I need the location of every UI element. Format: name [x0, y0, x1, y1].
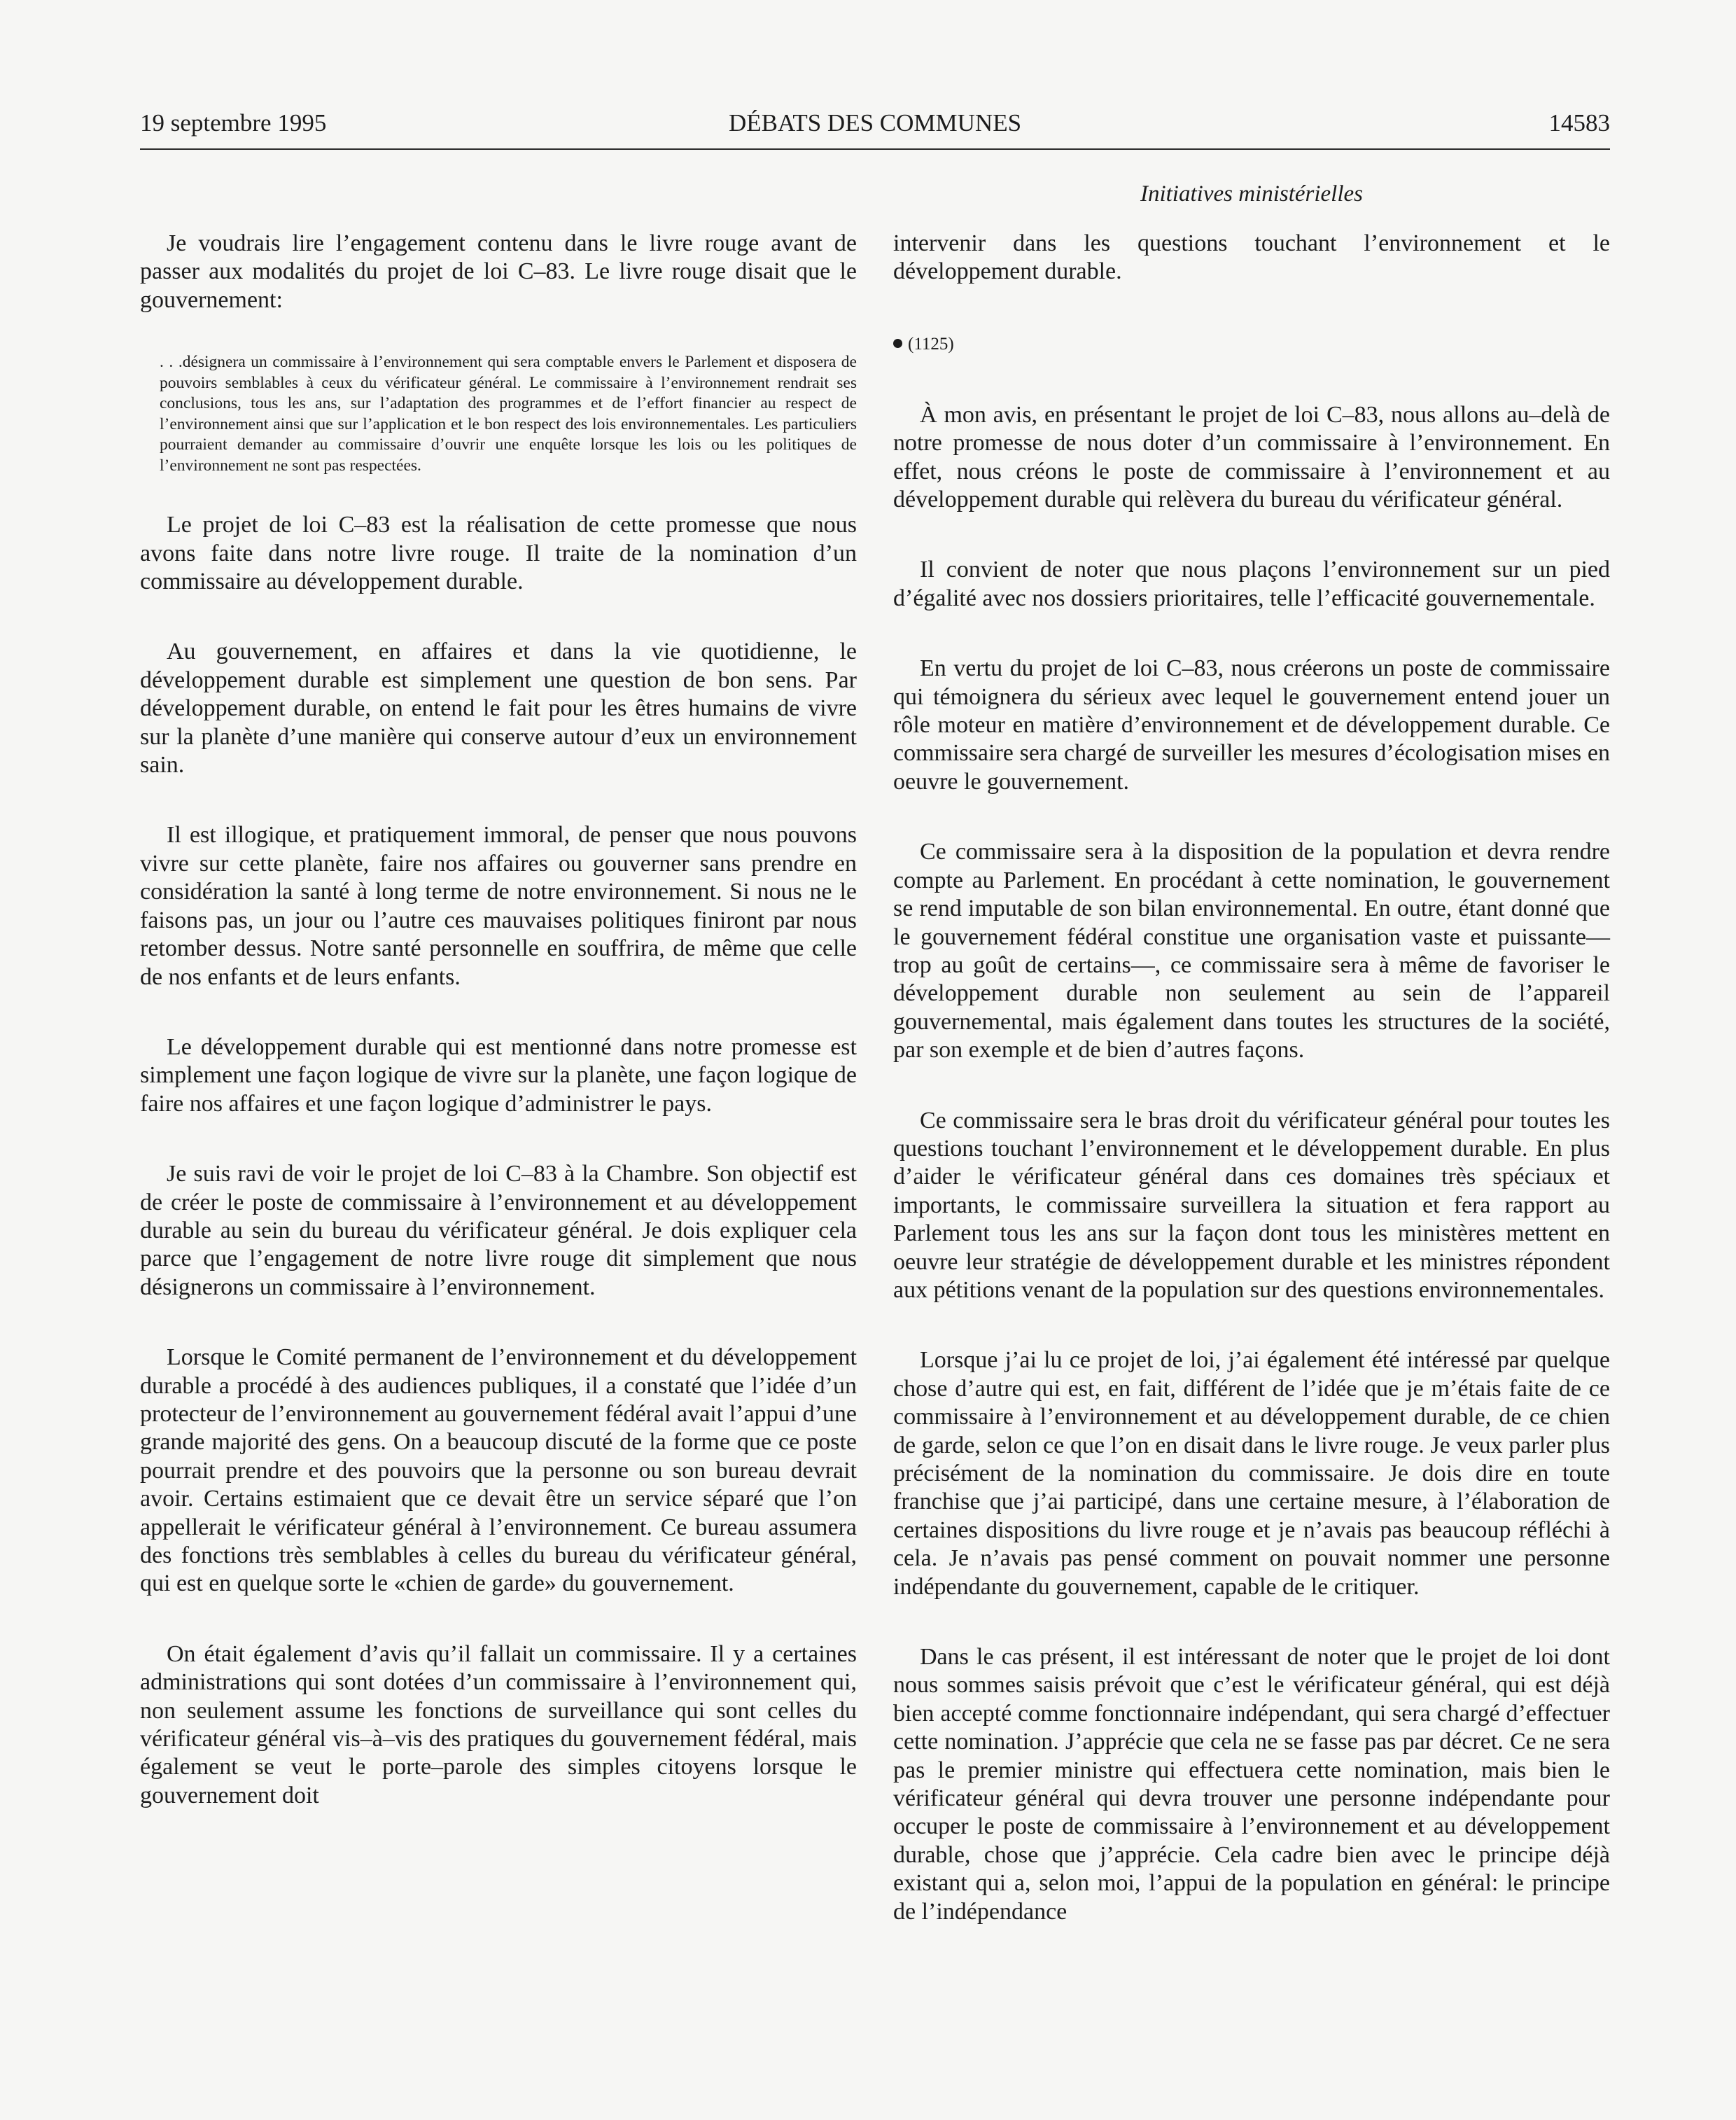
paragraph: Le projet de loi C–83 est la réalisation de cette promesse que nous avons faite dans notre livre rouge. Il traite de la nomination d’un commissaire au développement durable. [140, 512, 857, 595]
section-heading: Initiatives ministérielles [1140, 181, 1364, 207]
paragraph: Lorsque j’ai lu ce projet de loi, j’ai également été intéressé par quelque chose d’autre qui est, en fait, différent de l’idée que je m’étais faite de ce commissaire à l’environnement et au développement durable, de ce chien de garde, selon ce que l’on en disait dans le livre rouge. Je veux parler plus précisément de la nomination du commissaire. Je dois dire en toute franchise que j’ai participé, dans une certaine mesure, à l’élaboration de certaines dispositions du livre rouge et je n’avais pas beaucoup réfléchi à cela. Je n’avais pas pensé comment on pouvait nommer une personne indépendante du gouvernement, capable de le critiquer. [893, 1347, 1610, 1600]
paragraph: Je voudrais lire l’engagement contenu dans le livre rouge avant de passer aux modalités du projet de loi C–83. Le livre rouge disait que le gouvernement: [140, 230, 857, 313]
paragraph: À mon avis, en présentant le projet de loi C–83, nous allons au–delà de notre promesse de nous doter d’un commissaire à l’environnement. En effet, nous créons le poste de commissaire à l’environnement et au développement durable qui relèvera du bureau du vérificateur général. [893, 401, 1610, 513]
paragraph: Il est illogique, et pratiquement immoral, de penser que nous pouvons vivre sur cette planète, faire nos affaires ou gouverner sans prendre en considération la santé à long terme de notre environnement. Si nous ne le faisons pas, un jour ou l’autre ces mauvaises politiques finiront par nous retomber dessus. Notre santé personnelle en souffrira, de même que celle de nos enfants et de leurs enfants. [140, 822, 857, 990]
header-title: DÉBATS DES COMMUNES [728, 109, 1022, 137]
time-marker [893, 333, 1610, 356]
quotation-block: . . .désignera un commissaire à l’environnement qui sera comptable envers le Parlement et disposera de pouvoirs semblables à ceux du vérificateur général. Le commissaire à l’environnement rendrait ses conclusions, tous les ans, sur l’adaptation des programmes et de l’effort financier au respect de l’environnement ainsi que sur l’application et le bon respect des lois environnementales. Les particuliers pourraient demander au commissaire d’ouvrir une enquête lorsque les lois ou les politiques de l’environnement ne sont pas respectées. [160, 353, 857, 475]
time-marker-label: (1125) [908, 334, 954, 354]
paragraph: Lorsque le Comité permanent de l’environnement et du développement durable a procédé à des audiences publiques, il a constaté que l’idée d’un protecteur de l’environnement au gouvernement fédéral avait l’appui d’une grande majorité des gens. On a beaucoup discuté de la forme que ce poste pourrait prendre et des pouvoirs que la personne ou son bureau devrait avoir. Certains estimaient que ce devait être un service séparé que l’on appellerait le vérificateur général à l’environnement. Ce bureau assumera des fonctions très semblables à celles du bureau du vérificateur général, qui est en quelque sorte le «chien de garde» du gouvernement. [140, 1344, 857, 1597]
paragraph: On était également d’avis qu’il fallait un commissaire. Il y a certaines administrations qui sont dotées d’un commissaire à l’environnement qui, non seulement assume les fonctions de surveillance qui sont celles du vérificateur général vis–à–vis des pratiques du gouvernement fédéral, mais également se veut le porte–parole des simples citoyens lorsque le gouvernement doit [140, 1640, 857, 1808]
paragraph: En vertu du projet de loi C–83, nous créerons un poste de commissaire qui témoignera du sérieux avec lequel le gouvernement entend jouer un rôle moteur en matière d’environnement et de développement durable. Ce commissaire sera chargé de surveiller les mesures d’écologisation mises en oeuvre le gouvernement. [893, 655, 1610, 795]
paragraph: Ce commissaire sera le bras droit du vérificateur général pour toutes les questions touchant l’environnement et le développement durable. En plus d’aider le vérificateur général dans ces domaines très spéciaux et importants, le commissaire surveillera la situation et fera rapport au Parlement tous les ans sur la façon dont tous les ministères mettent en oeuvre leur stratégie de développement durable et les ministres répondent aux pétitions venant de la population sur des questions environnementales. [893, 1107, 1610, 1303]
paragraph-continued: intervenir dans les questions touchant l’environnement et le développement durable. [893, 230, 1610, 285]
paragraph: Ce commissaire sera à la disposition de la population et devra rendre compte au Parlement. En procédant à cette nomination, le gouvernement se rend imputable de son bilan environnemental. En outre, étant donné que le gouvernement fédéral constitue une organisation vaste et puissante—trop au goût de certains—, ce commissaire sera à même de favoriser le développement durable non seulement au sein de l’appareil gouvernemental, mais également dans toutes les structures de la société, par son exemple et de bien d’autres façons. [893, 839, 1610, 1064]
paragraph: Le développement durable qui est mentionné dans notre promesse est simplement une façon logique de vivre sur la planète, une façon logique de faire nos affaires et une façon logique d’administrer le pays. [140, 1033, 857, 1117]
header-date: 19 septembre 1995 [140, 109, 327, 137]
page-header [140, 105, 1610, 144]
paragraph: Je suis ravi de voir le projet de loi C–83 à la Chambre. Son objectif est de créer le poste de commissaire à l’environnement et au développement durable au sein du bureau du vérificateur général. Je dois expliquer cela parce que l’engagement de notre livre rouge dit simplement que nous désignerons un commissaire à l’environnement. [140, 1161, 857, 1300]
header-rule [140, 148, 1610, 150]
paragraph: Dans le cas présent, il est intéressant de noter que le projet de loi dont nous sommes saisis prévoit que c’est le vérificateur général, qui est déjà bien accepté comme fonctionnaire indépendant, qui sera chargé d’effectuer cette nomination. J’apprécie que cela ne se fasse pas par décret. Ce ne sera pas le premier ministre qui effectuera cette nomination, mais bien le vérificateur général qui devra trouver une personne indépendante pour occuper le poste de commissaire à l’environnement et au développement durable, chose que j’apprécie. Cela cadre bien avec le principe déjà existant qui a, selon moi, l’appui de la population en général: le principe de l’indépendance [893, 1644, 1610, 1925]
paragraph: Il convient de noter que nous plaçons l’environnement sur un pied d’égalité avec nos dossiers prioritaires, telle l’efficacité gouvernementale. [893, 557, 1610, 611]
paragraph: Au gouvernement, en affaires et dans la vie quotidienne, le développement durable est simplement une question de bon sens. Par développement durable, on entend le fait pour les êtres humains de vivre sur la planète d’une manière qui conserve autour d’eux un environnement sain. [140, 639, 857, 779]
right-column [893, 230, 1610, 1926]
header-page-number: 14583 [1548, 109, 1610, 137]
left-column [140, 230, 857, 1810]
bullet-icon [893, 339, 902, 348]
